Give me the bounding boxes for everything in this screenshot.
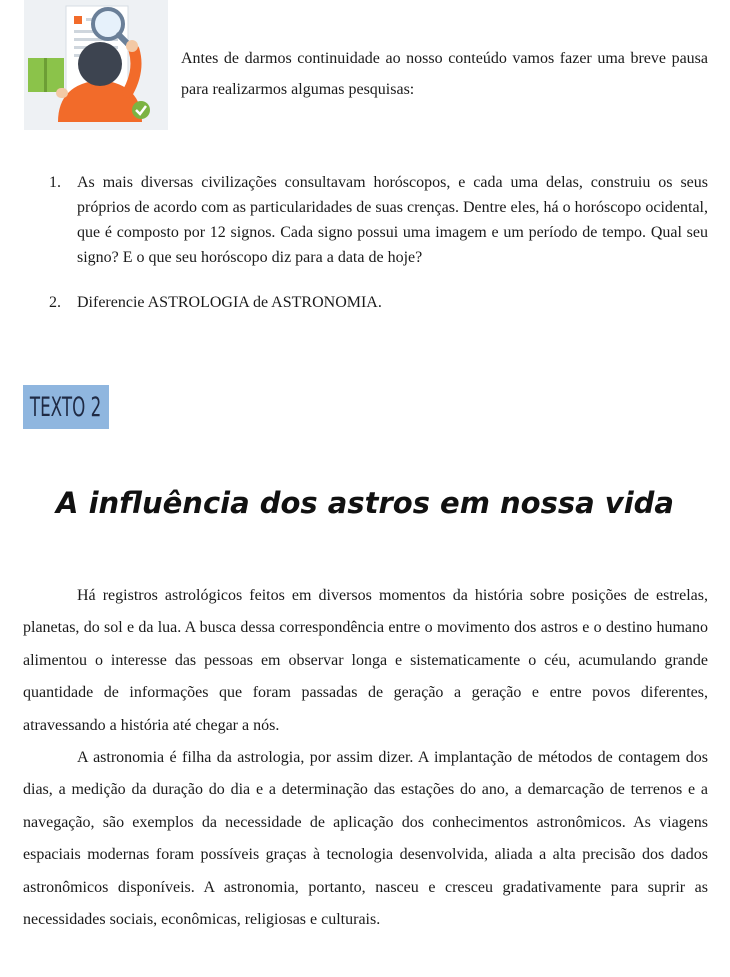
list-item: [40, 170, 708, 270]
section-badge-label: TEXTO 2: [30, 391, 102, 423]
section-badge: [23, 385, 109, 429]
question-number: 1.: [49, 174, 61, 191]
list-item: [40, 290, 708, 315]
article-paragraph: A astronomia é filha da astrologia, por assim dizer. A implantação de métodos de contagem dos dias, a medição da duração do dia e a determinação das estações do ano, a demarcação de terrenos e a navegação, são exemplos da necessidade de aplicação dos conhecimentos astronômicos. As viagens espaciais modernas foram possíveis graças à tecnologia desenvolvida, aliada a alta precisão dos dados astronômicos disponíveis. A astronomia, portanto, nasceu e cresceu gradativamente para suprir as necessidades sociais, econômicas, religiosas e culturais.: [23, 749, 708, 929]
article-body: [23, 580, 708, 936]
question-number: 2.: [49, 294, 61, 311]
article-title: A influência dos astros em nossa vida: [56, 486, 674, 520]
intro-text: Antes de darmos continuidade ao nosso conteúdo vamos fazer uma breve pausa para realizarmos algumas pesquisas:: [181, 50, 708, 98]
article-paragraph: Há registros astrológicos feitos em diversos momentos da história sobre posições de estrelas, planetas, do sol e da lua. A busca dessa correspondência entre o movimento dos astros e o destino humano alimentou o interesse das pessoas em observar longa e sistematicamente o céu, acumulando grande quantidade de informações que foram passadas de geração a geração e entre povos diferentes, atravessando a história até chegar a nós.: [23, 587, 708, 734]
question-text: As mais diversas civilizações consultavam horóscopos, e cada uma delas, construiu os seus próprios de acordo com as particularidades de suas crenças. Dentre eles, há o horóscopo ocidental, que é composto por 12 signos. Cada signo possui uma imagem e um período de tempo. Qual seu signo? E o que seu horóscopo diz para a data de hoje?: [77, 174, 708, 266]
person-researching-icon: [24, 0, 168, 130]
question-text: Diferencie ASTROLOGIA de ASTRONOMIA.: [77, 294, 382, 311]
research-illustration: [24, 0, 168, 130]
question-list: [40, 170, 708, 335]
